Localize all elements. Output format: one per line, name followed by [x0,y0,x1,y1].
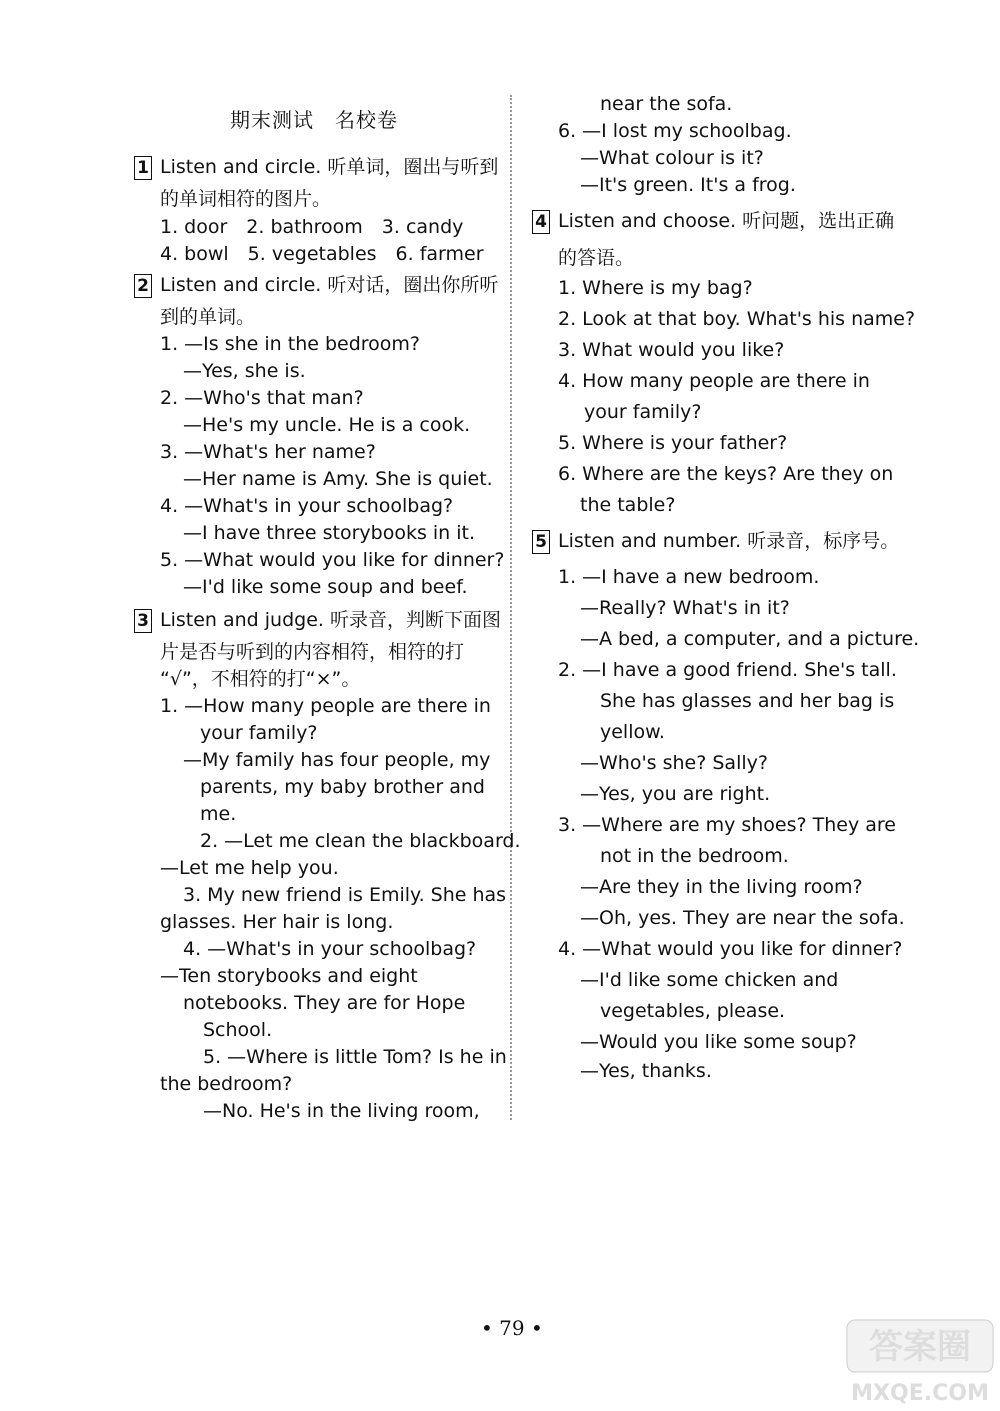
text-line: 1. —I have a new bedroom. [558,566,820,588]
text-line: the table? [580,494,676,516]
text-line: 的单词相符的图片。 [160,188,332,210]
text-line: glasses. Her hair is long. [160,911,394,933]
text-line: near the sofa. [600,93,733,115]
text-line: me. [200,803,237,825]
text-line: —Her name is Amy. She is quiet. [183,468,493,490]
text-line: —Yes, thanks. [580,1060,712,1082]
text-line: 4. —What would you like for dinner? [558,938,903,960]
text-line: 3. What would you like? [558,339,785,361]
page-number: • 79 • [481,1316,543,1340]
text-line: 5. —What would you like for dinner? [160,549,505,571]
section-number-box: 2 [134,274,152,298]
section-number-box: 5 [532,530,550,554]
text-line: —My family has four people, my [183,749,491,771]
text-line: 1. —How many people are there in [160,695,491,717]
text-line: 片是否与听到的内容相符，相符的打 [160,641,465,663]
section-heading: Listen and judge. 听录音，判断下面图 [160,609,501,631]
section-heading: Listen and number. 听录音，标序号。 [558,530,900,552]
text-line: 的答语。 [558,247,635,269]
text-line: —I'd like some chicken and [580,969,839,991]
text-line: 4. How many people are there in [558,370,870,392]
text-line: 1. door 2. bathroom 3. candy [160,216,464,238]
text-line: —Who's she? Sally? [580,752,768,774]
text-line: —It's green. It's a frog. [580,174,796,196]
text-line: —Oh, yes. They are near the sofa. [580,907,905,929]
text-line: “√”，不相符的打“×”。 [160,668,361,690]
text-line: 到的单词。 [160,306,256,328]
section-number-box: 1 [134,156,152,180]
text-line: the bedroom? [160,1073,293,1095]
text-line: 5. —Where is little Tom? Is he in [203,1046,507,1068]
text-line: 5. Where is your father? [558,432,788,454]
text-line: not in the bedroom. [600,845,789,867]
text-line: 2. Look at that boy. What's his name? [558,308,916,330]
text-line: She has glasses and her bag is [600,690,895,712]
section-number-box: 4 [532,210,550,234]
text-line: notebooks. They are for Hope [183,992,466,1014]
text-line: your family? [200,722,318,744]
text-line: —Are they in the living room? [580,876,863,898]
text-line: —I have three storybooks in it. [183,522,476,544]
section-heading: Listen and circle. 听单词，圈出与听到 [160,156,499,178]
text-line: —What colour is it? [580,147,764,169]
text-line: —Would you like some soup? [580,1031,857,1053]
text-line: 1. —Is she in the bedroom? [160,333,421,355]
text-line: 4. —What's in your schoolbag? [160,495,454,517]
column-divider [510,95,512,1120]
text-line: 6. —I lost my schoolbag. [558,120,792,142]
text-line: —A bed, a computer, and a picture. [580,628,920,650]
section-heading: Listen and circle. 听对话，圈出你所听 [160,274,499,296]
text-line: —No. He's in the living room, [203,1100,480,1122]
svg-text:答案圈: 答案圈 [869,1327,971,1367]
text-line: —Really? What's in it? [580,597,790,619]
text-line: 3. —What's her name? [160,441,376,463]
text-line: 2. —Who's that man? [160,387,364,409]
text-line: your family? [584,401,702,423]
text-line: School. [203,1019,273,1041]
text-line: —Let me help you. [160,857,339,879]
text-line: 4. —What's in your schoolbag? [183,938,477,960]
page-title: 期末测试 名校卷 [230,108,398,132]
text-line: 6. Where are the keys? Are they on [558,463,894,485]
text-line: 3. My new friend is Emily. She has [183,884,507,906]
section-heading: Listen and choose. 听问题，选出正确 [558,210,895,232]
text-line: 1. Where is my bag? [558,277,753,299]
text-line: —He's my uncle. He is a cook. [183,414,471,436]
text-line: 4. bowl 5. vegetables 6. farmer [160,243,484,265]
text-line: vegetables, please. [600,1000,786,1022]
text-line: 3. —Where are my shoes? They are [558,814,896,836]
text-line: 2. —I have a good friend. She's tall. [558,659,897,681]
text-line: —Yes, you are right. [580,783,771,805]
text-line: —Yes, she is. [183,360,306,382]
watermark-logo [845,1318,995,1408]
text-line: 2. —Let me clean the blackboard. [200,830,521,852]
text-line: —I'd like some soup and beef. [183,576,468,598]
text-line: —Ten storybooks and eight [160,965,418,987]
svg-text:MXQE.COM: MXQE.COM [851,1381,989,1406]
text-line: parents, my baby brother and [200,776,485,798]
text-line: yellow. [600,721,665,743]
section-number-box: 3 [134,609,152,633]
